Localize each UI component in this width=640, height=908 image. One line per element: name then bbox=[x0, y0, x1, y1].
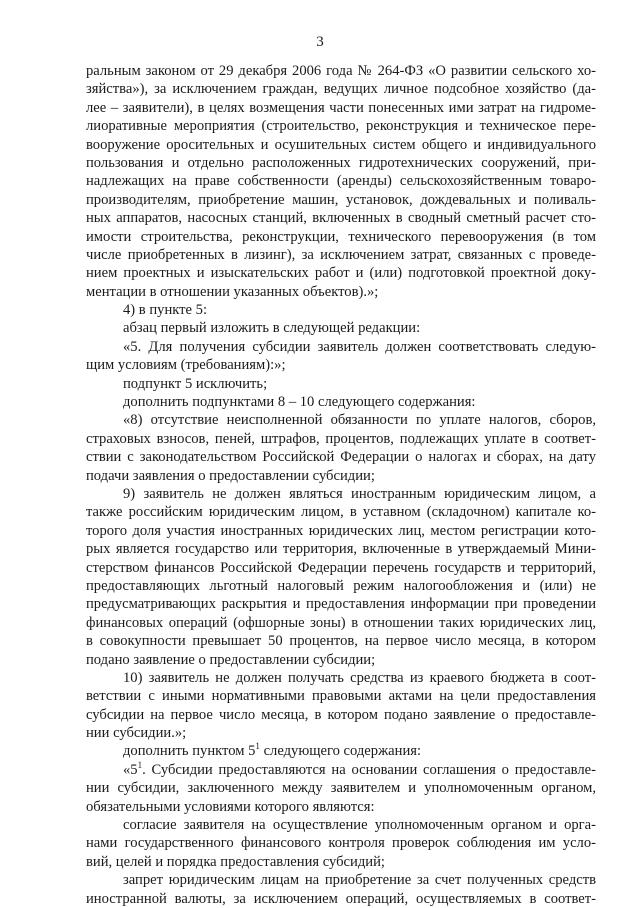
text-line-content: предусматривающих раскрытия и предоставления информации при проведении bbox=[86, 596, 596, 613]
text-line-content: нии субсидии, заключенного между заявителем и уполномоченным органом, bbox=[86, 780, 596, 797]
text-line-content: согласие заявителя на осуществление уполномоченным органом и орга- bbox=[123, 817, 596, 834]
text-line bbox=[86, 136, 596, 154]
text-line-content: 10) заявитель не должен получать средства из краевого бюджета в соот- bbox=[123, 669, 596, 686]
text-line-content: подачи заявления о предоставлении субсидии; bbox=[86, 467, 375, 484]
text-line bbox=[86, 632, 596, 650]
text-line-content: имости строительства, реконструкции, технического перевооружения (в том bbox=[86, 228, 596, 245]
text-line bbox=[86, 154, 596, 172]
text-line-content: дополнить подпунктами 8 – 10 следующего содержания: bbox=[123, 394, 476, 411]
text-line-content: «5. Для получения субсидии заявитель должен соответствовать следую- bbox=[123, 338, 596, 355]
text-line-content: следующего содержания: bbox=[259, 743, 422, 760]
text-line-content: надлежащих на праве собственности (аренды) сельскохозяйственным товаро- bbox=[86, 173, 596, 190]
text-line-content: 4) в пункте 5: bbox=[123, 302, 208, 319]
text-line bbox=[86, 209, 596, 227]
text-line bbox=[86, 761, 596, 779]
text-line bbox=[86, 816, 596, 834]
text-line bbox=[86, 834, 596, 852]
text-line bbox=[86, 467, 596, 485]
text-line-content: подано заявление о предоставлении субсидии; bbox=[86, 651, 376, 668]
text-line-content: рых является государство или территория, включенные в утверждаемый Мини- bbox=[86, 541, 596, 558]
text-line-content: . Субсидии предоставляются на основании соглашения о предоставле- bbox=[142, 761, 596, 778]
page-number: 3 bbox=[316, 34, 324, 50]
text-line bbox=[86, 779, 596, 797]
text-line bbox=[86, 853, 596, 871]
text-line-content: вий, целей и порядка предоставления субсидий; bbox=[86, 853, 385, 870]
text-line-content: ветствии с иными нормативными правовыми актами на цели предоставления bbox=[86, 688, 596, 705]
text-line-content: пользования и отдельно расположенных гидротехнических сооружений, при- bbox=[86, 154, 596, 171]
text-line-content: нии субсидии.»; bbox=[86, 725, 187, 742]
text-line-content: запрет юридическим лицам на приобретение за счет полученных средств bbox=[123, 872, 596, 889]
text-line bbox=[86, 890, 596, 908]
text-line-content: стерством финансов Российской Федерации перечень государств и территорий, bbox=[86, 559, 596, 576]
superscript: 1 bbox=[255, 741, 260, 752]
text-line-content: обязательными условиями которого являются: bbox=[86, 798, 375, 815]
document-body bbox=[86, 62, 596, 908]
text-line bbox=[86, 228, 596, 246]
text-line bbox=[86, 871, 596, 889]
text-line bbox=[86, 393, 596, 411]
text-line bbox=[86, 687, 596, 705]
text-line-content: подпункт 5 исключить; bbox=[123, 375, 268, 392]
text-line bbox=[86, 356, 596, 374]
text-line-content: ных аппаратов, насосных станций, включенных в сводный сметный расчет сто- bbox=[86, 210, 596, 227]
text-line-content: ствии с законодательством Российской Федерации о налогах и сборах, на дату bbox=[86, 449, 596, 466]
text-line bbox=[86, 651, 596, 669]
text-line-content: вооружение оросительных и осушительных систем общего и индивидуального bbox=[86, 136, 596, 153]
superscript: 1 bbox=[137, 759, 143, 770]
text-line bbox=[86, 724, 596, 742]
text-line-content: ментации в отношении указанных объектов).»; bbox=[86, 283, 379, 300]
text-line-content: абзац первый изложить в следующей редакции: bbox=[123, 320, 421, 337]
text-line bbox=[86, 319, 596, 337]
text-line-content: иностранной валюты, за исключением операций, осуществляемых в соответ- bbox=[86, 890, 596, 907]
text-line-content: ральным законом от 29 декабря 2006 года № 264-ФЗ «О развитии сельского хо- bbox=[86, 63, 596, 79]
text-line bbox=[86, 375, 596, 393]
text-line-content: финансовых операций (офшорные зоны) в отношении таких юридических лиц, bbox=[86, 614, 596, 631]
text-line bbox=[86, 301, 596, 319]
text-line-content: предоставляющих льготный налоговый режим налогообложения и (или) не bbox=[86, 577, 596, 594]
text-line bbox=[86, 448, 596, 466]
text-line bbox=[86, 540, 596, 558]
text-line bbox=[86, 798, 596, 816]
text-line-content: «5 bbox=[123, 761, 138, 778]
text-line bbox=[86, 485, 596, 503]
text-line bbox=[86, 172, 596, 190]
text-line bbox=[86, 595, 596, 613]
text-line bbox=[86, 411, 596, 429]
text-line bbox=[86, 614, 596, 632]
text-line bbox=[86, 117, 596, 135]
text-line-content: дополнить пунктом 5 bbox=[123, 743, 256, 760]
text-line-content: торого доля участия иностранных юридических лиц, местом регистрации кото- bbox=[86, 522, 596, 539]
text-line bbox=[86, 191, 596, 209]
text-line bbox=[86, 264, 596, 282]
text-line-content: страховых взносов, пеней, штрафов, процентов, подлежащих уплате в соответ- bbox=[86, 430, 596, 447]
text-line bbox=[86, 62, 596, 80]
text-line-content: 9) заявитель не должен являться иностранным юридическим лицом, а bbox=[123, 485, 596, 502]
text-line-content: «8) отсутствие неисполненной обязанности по уплате налогов, сборов, bbox=[123, 412, 596, 429]
text-line bbox=[86, 669, 596, 687]
text-line bbox=[86, 503, 596, 521]
text-line-content: числе приобретенных в лизинг), за исключением затрат, связанных с проведе- bbox=[86, 246, 596, 263]
text-line-content: производителям, приобретение машин, установок, дождевальных и поливаль- bbox=[86, 191, 596, 208]
text-line-content: субсидии на первое число месяца, в котором подано заявление о предоставле- bbox=[86, 706, 596, 723]
text-line bbox=[86, 522, 596, 540]
text-line-content: лее – заявители), в целях возмещения части понесенных ими затрат на гидроме- bbox=[86, 99, 596, 116]
text-line-content: щим условиям (требованиям):»; bbox=[86, 357, 286, 374]
text-line-content: нием проектных и изыскательских работ и (или) подготовкой проектной доку- bbox=[86, 265, 596, 282]
text-line-content: также российским юридическим лицом, в уставном (складочном) капитале ко- bbox=[86, 504, 596, 521]
text-line-content: нами государственного финансового контроля проверок соблюдения им усло- bbox=[86, 835, 596, 852]
text-line-content: лиоративные мероприятия (строительство, реконструкция и техническое пере- bbox=[86, 118, 596, 135]
text-line bbox=[86, 559, 596, 577]
text-line bbox=[86, 283, 596, 301]
text-line bbox=[86, 706, 596, 724]
text-line bbox=[86, 430, 596, 448]
text-line bbox=[86, 742, 596, 760]
text-line bbox=[86, 577, 596, 595]
text-line-content: в совокупности превышает 50 процентов, на первое число месяца, в котором bbox=[86, 633, 596, 650]
text-line bbox=[86, 99, 596, 117]
text-line-content: зяйства»), за исключением граждан, ведущих личное подсобное хозяйство (да- bbox=[86, 81, 596, 98]
text-line bbox=[86, 80, 596, 98]
text-line bbox=[86, 246, 596, 264]
text-line bbox=[86, 338, 596, 356]
